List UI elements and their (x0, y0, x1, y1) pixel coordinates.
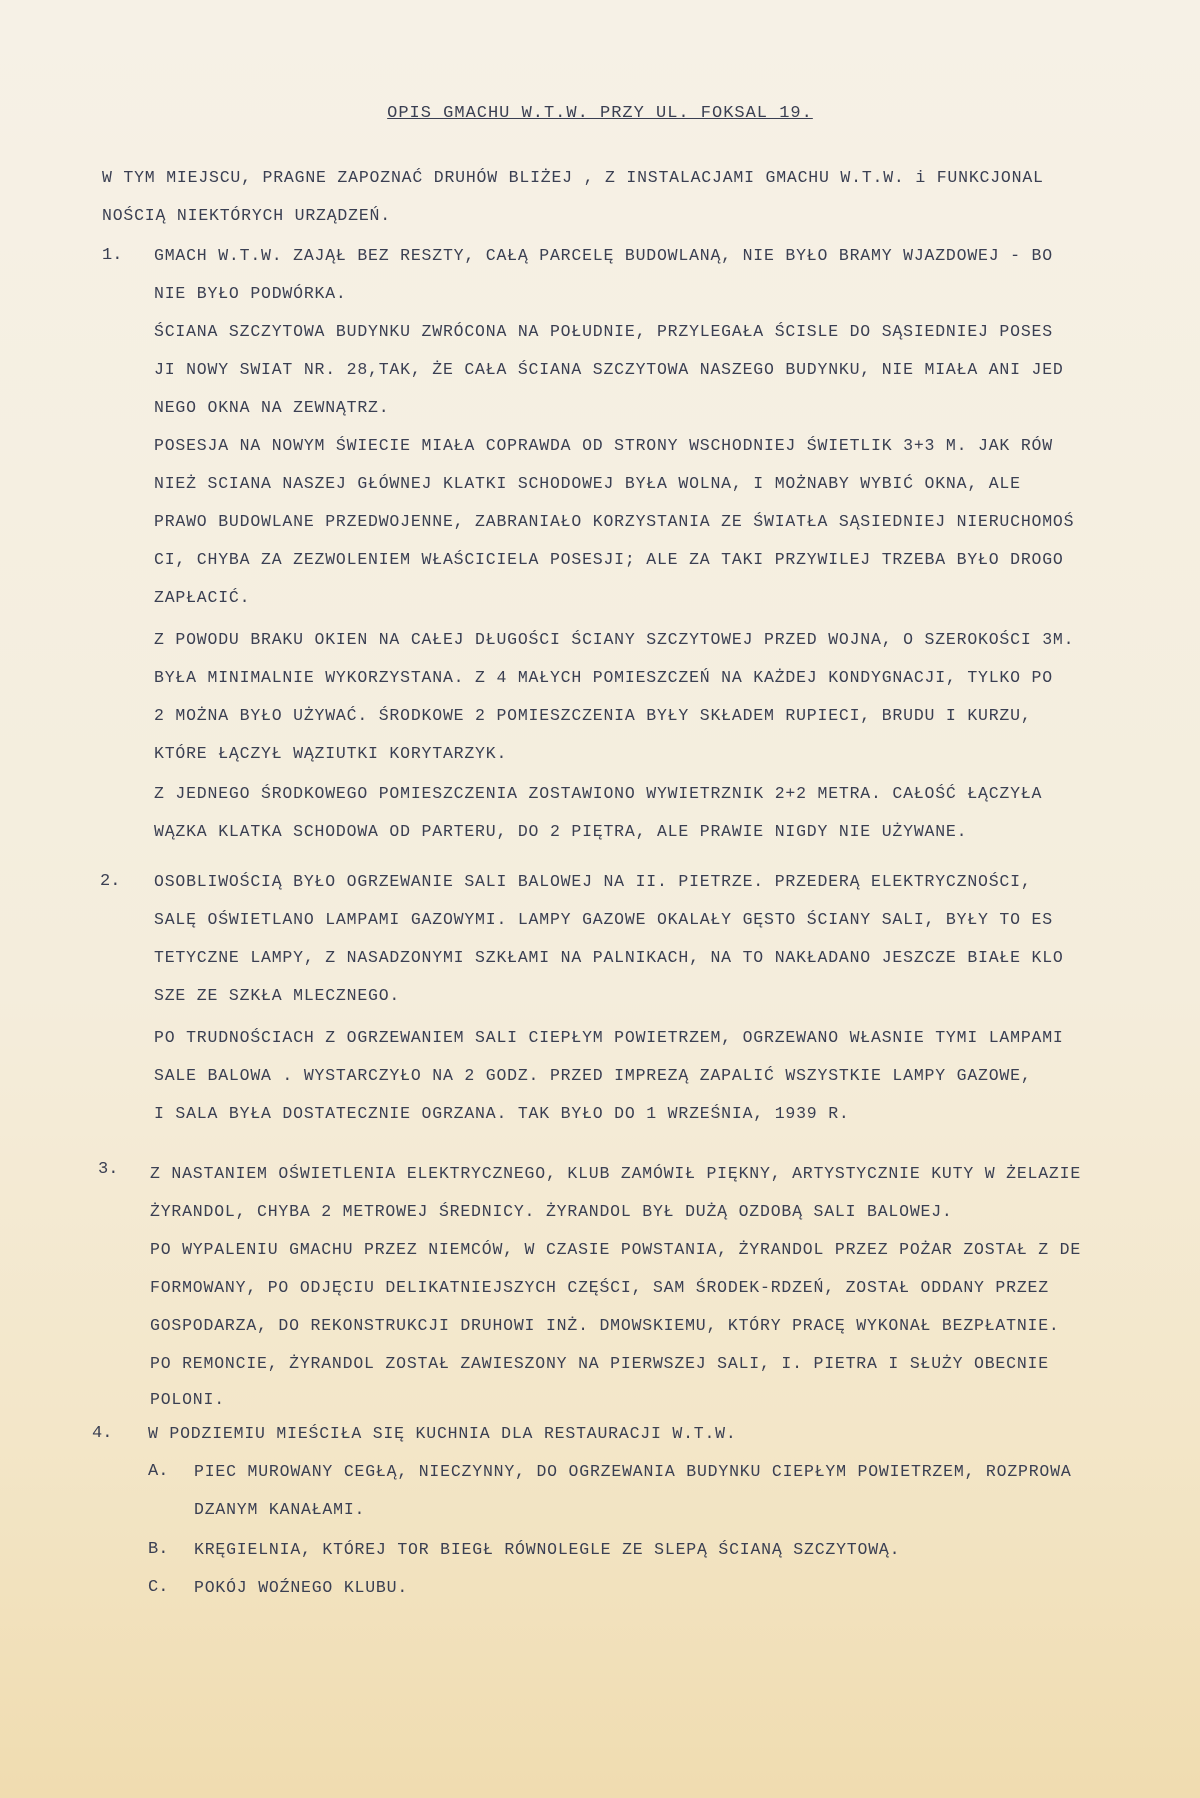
section-1-line: NIEŻ SCIANA NASZEJ GŁÓWNEJ KLATKI SCHODOWEJ BYŁA WOLNA, I MOŻNABY WYBIĆ OKNA, ALE (154, 474, 1021, 493)
section-1-line: KTÓRE ŁĄCZYŁ WĄZIUTKI KORYTARZYK. (154, 744, 508, 763)
section-1-line: BYŁA MINIMALNIE WYKORZYSTANA. Z 4 MAŁYCH POMIESZCZEŃ NA KAŻDEJ KONDYGNACJI, TYLKO PO (154, 668, 1053, 687)
section-number: 3. (98, 1160, 119, 1179)
section-number: 1. (102, 246, 123, 265)
intro-line: W TYM MIEJSCU, PRAGNE ZAPOZNAĆ DRUHÓW BLIŻEJ , Z INSTALACJAMI GMACHU W.T.W. i FUNKCJONAL (102, 168, 1044, 187)
section-3-line: POLONI. (150, 1390, 225, 1409)
section-1-line: GMACH W.T.W. ZAJĄŁ BEZ RESZTY, CAŁĄ PARCELĘ BUDOWLANĄ, NIE BYŁO BRAMY WJAZDOWEJ - BO (154, 246, 1053, 265)
section-2-line: OSOBLIWOŚCIĄ BYŁO OGRZEWANIE SALI BALOWEJ NA II. PIETRZE. PRZEDERĄ ELEKTRYCZNOŚCI, (154, 872, 1032, 891)
section-2-line: SZE ZE SZKŁA MLECZNEGO. (154, 986, 401, 1005)
section-1-line: Z JEDNEGO ŚRODKOWEGO POMIESZCZENIA ZOSTAWIONO WYWIETRZNIK 2+2 METRA. CAŁOŚĆ ŁĄCZYŁA (154, 784, 1043, 803)
subitem-c-line: POKÓJ WOŹNEGO KLUBU. (194, 1578, 409, 1597)
section-2-line: SALE BALOWA . WYSTARCZYŁO NA 2 GODZ. PRZED IMPREZĄ ZAPALIĆ WSZYSTKIE LAMPY GAZOWE, (154, 1066, 1032, 1085)
section-3-line: FORMOWANY, PO ODJĘCIU DELIKATNIEJSZYCH CZĘŚCI, SAM ŚRODEK-RDZEŃ, ZOSTAŁ ODDANY PRZEZ (150, 1278, 1049, 1297)
section-3-line: PO WYPALENIU GMACHU PRZEZ NIEMCÓW, W CZASIE POWSTANIA, ŻYRANDOL PRZEZ POŻAR ZOSTAŁ Z DE (150, 1240, 1082, 1259)
section-2-line: TETYCZNE LAMPY, Z NASADZONYMI SZKŁAMI NA PALNIKACH, NA TO NAKŁADANO JESZCZE BIAŁE KLO (154, 948, 1064, 967)
section-1-line: JI NOWY SWIAT NR. 28,TAK, ŻE CAŁA ŚCIANA SZCZYTOWA NASZEGO BUDYNKU, NIE MIAŁA ANI JED (154, 360, 1064, 379)
section-1-line: CI, CHYBA ZA ZEZWOLENIEM WŁAŚCICIELA POSESJI; ALE ZA TAKI PRZYWILEJ TRZEBA BYŁO DROGO (154, 550, 1064, 569)
subitem-letter: B. (148, 1540, 169, 1559)
section-1-line: ZAPŁACIĆ. (154, 588, 251, 607)
section-3-line: GOSPODARZA, DO REKONSTRUKCJI DRUHOWI INŻ. DMOWSKIEMU, KTÓRY PRACĘ WYKONAŁ BEZPŁATNIE. (150, 1316, 1060, 1335)
section-1-line: NEGO OKNA NA ZEWNĄTRZ. (154, 398, 390, 417)
subitem-a-line: PIEC MUROWANY CEGŁĄ, NIECZYNNY, DO OGRZEWANIA BUDYNKU CIEPŁYM POWIETRZEM, ROZPROWA (194, 1462, 1072, 1481)
section-4-line: W PODZIEMIU MIEŚCIŁA SIĘ KUCHNIA DLA RESTAURACJI W.T.W. (148, 1424, 737, 1443)
section-3-line: ŻYRANDOL, CHYBA 2 METROWEJ ŚREDNICY. ŻYRANDOL BYŁ DUŻĄ OZDOBĄ SALI BALOWEJ. (150, 1202, 953, 1221)
document-title: OPIS GMACHU W.T.W. PRZY UL. FOKSAL 19. (387, 104, 813, 123)
subitem-b-line: KRĘGIELNIA, KTÓREJ TOR BIEGŁ RÓWNOLEGLE ZE SLEPĄ ŚCIANĄ SZCZYTOWĄ. (194, 1540, 901, 1559)
subitem-letter: C. (148, 1578, 169, 1597)
section-2-line: I SALA BYŁA DOSTATECZNIE OGRZANA. TAK BYŁO DO 1 WRZEŚNIA, 1939 R. (154, 1104, 850, 1123)
subitem-letter: A. (148, 1462, 169, 1481)
section-1-line: PRAWO BUDOWLANE PRZEDWOJENNE, ZABRANIAŁO KORZYSTANIA ZE ŚWIATŁA SĄSIEDNIEJ NIERUCHOMOŚ (154, 512, 1075, 531)
section-2-line: SALĘ OŚWIETLANO LAMPAMI GAZOWYMI. LAMPY GAZOWE OKALAŁY GĘSTO ŚCIANY SALI, BYŁY TO ES (154, 910, 1053, 929)
section-1-line: POSESJA NA NOWYM ŚWIECIE MIAŁA COPRAWDA OD STRONY WSCHODNIEJ ŚWIETLIK 3+3 M. JAK RÓW (154, 436, 1053, 455)
section-number: 4. (92, 1424, 113, 1443)
section-1-line: 2 MOŻNA BYŁO UŻYWAĆ. ŚRODKOWE 2 POMIESZCZENIA BYŁY SKŁADEM RUPIECI, BRUDU I KURZU, (154, 706, 1032, 725)
section-1-line: ŚCIANA SZCZYTOWA BUDYNKU ZWRÓCONA NA POŁUDNIE, PRZYLEGAŁA ŚCISLE DO SĄSIEDNIEJ POSES (154, 322, 1053, 341)
section-1-line: WĄZKA KLATKA SCHODOWA OD PARTERU, DO 2 PIĘTRA, ALE PRAWIE NIGDY NIE UŻYWANE. (154, 822, 968, 841)
section-3-line: PO REMONCIE, ŻYRANDOL ZOSTAŁ ZAWIESZONY NA PIERWSZEJ SALI, I. PIETRA I SŁUŻY OBECNIE (150, 1354, 1049, 1373)
section-1-line: NIE BYŁO PODWÓRKA. (154, 284, 347, 303)
section-number: 2. (100, 872, 121, 891)
subitem-a-line: DZANYM KANAŁAMI. (194, 1500, 366, 1519)
section-1-line: Z POWODU BRAKU OKIEN NA CAŁEJ DŁUGOŚCI ŚCIANY SZCZYTOWEJ PRZED WOJNA, O SZEROKOŚCI 3M. (154, 630, 1075, 649)
section-2-line: PO TRUDNOŚCIACH Z OGRZEWANIEM SALI CIEPŁYM POWIETRZEM, OGRZEWANO WŁASNIE TYMI LAMPAMI (154, 1028, 1064, 1047)
section-3-line: Z NASTANIEM OŚWIETLENIA ELEKTRYCZNEGO, KLUB ZAMÓWIŁ PIĘKNY, ARTYSTYCZNIE KUTY W ŻELAZIE (150, 1164, 1082, 1183)
intro-line: NOŚCIĄ NIEKTÓRYCH URZĄDZEŃ. (102, 206, 391, 225)
